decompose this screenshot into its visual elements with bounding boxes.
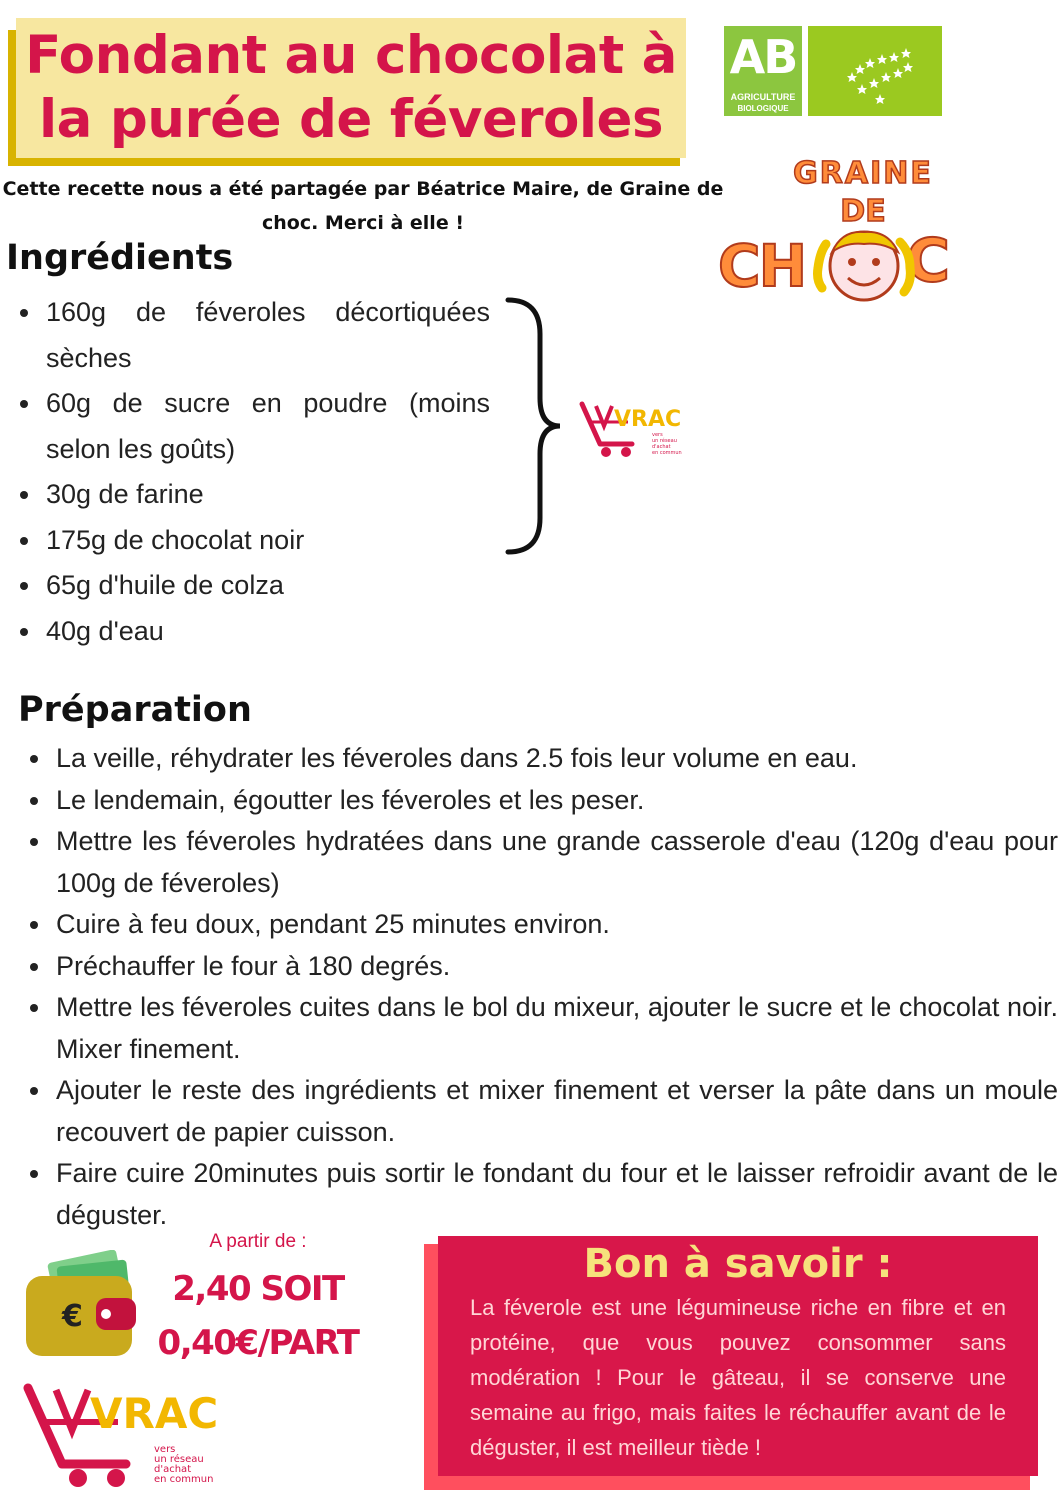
- preparation-step: Faire cuire 20minutes puis sortir le fondant du four et le laisser refroidir avant de le déguster.: [28, 1153, 1058, 1236]
- eu-organic-leaf-logo: [808, 26, 942, 116]
- ab-logo-line2: BIOLOGIQUE: [737, 104, 789, 113]
- preparation-step: Le lendemain, égoutter les féveroles et les peser.: [28, 780, 1058, 822]
- recipe-title: Fondant au chocolat à la purée de féveroles: [25, 25, 677, 150]
- ingredient-item: 175g de chocolat noir: [18, 518, 490, 564]
- girl-face-icon: [812, 222, 916, 306]
- vrac-logo-large: [22, 1378, 228, 1490]
- ingredient-item: 40g d'eau: [18, 609, 490, 655]
- ingredients-list: [18, 290, 490, 654]
- vrac-small-word: VRAC: [614, 407, 682, 432]
- ingredient-item: 30g de farine: [18, 472, 490, 518]
- preparation-step: Mettre les féveroles cuites dans le bol du mixeur, ajouter le sucre et le chocolat noir. Mixer finement.: [28, 987, 1058, 1070]
- price-label: A partir de :: [209, 1231, 307, 1252]
- preparation-step: Mettre les féveroles hydratées dans une grande casserole d'eau (120g d'eau pour 100g de féveroles): [28, 821, 1058, 904]
- ingredient-item: 65g d'huile de colza: [18, 563, 490, 609]
- ab-logo-line1: AGRICULTURE: [730, 92, 796, 102]
- ab-logo-letters: AB: [729, 30, 797, 84]
- credit-text: Cette recette nous a été partagée par Béatrice Maire, de Graine de choc. Merci à elle !: [2, 178, 724, 234]
- svg-text:d'achat: d'achat: [652, 444, 671, 450]
- svg-text:d'achat: d'achat: [154, 1464, 192, 1475]
- graine-de-choc-logo-ch: CH: [718, 232, 806, 300]
- preparation-steps: [28, 738, 1058, 1236]
- svg-text:vers: vers: [154, 1444, 176, 1455]
- info-title: Bon à savoir :: [583, 1241, 893, 1287]
- svg-text:vers: vers: [652, 432, 663, 438]
- svg-text:un réseau: un réseau: [154, 1454, 204, 1465]
- ingredient-item: 160g de féveroles décortiquées sèches: [18, 290, 490, 381]
- title-banner: [16, 18, 686, 158]
- price-line2: 0,40€/PART: [157, 1323, 359, 1363]
- graine-de-choc-logo-c: C: [906, 226, 951, 296]
- preparation-heading: Préparation: [18, 690, 252, 730]
- price-line1: 2,40 SOIT: [172, 1269, 344, 1309]
- preparation-step: La veille, réhydrater les féveroles dans 2.5 fois leur volume en eau.: [28, 738, 1058, 780]
- price-value: [150, 1262, 366, 1370]
- preparation-step: Cuire à feu doux, pendant 25 minutes environ.: [28, 904, 1058, 946]
- svg-text:en commun: en commun: [652, 450, 682, 456]
- ingredients-heading: Ingrédients: [6, 238, 234, 278]
- vrac-large-word: VRAC: [90, 1389, 219, 1438]
- vrac-logo-small: [578, 398, 690, 460]
- curly-brace-icon: [500, 294, 570, 558]
- wallet-icon: [24, 1250, 144, 1360]
- preparation-step: Préchauffer le four à 180 degrés.: [28, 946, 1058, 988]
- svg-text:en commun: en commun: [154, 1474, 214, 1485]
- preparation-step: Ajouter le reste des ingrédients et mixer finement et verser la pâte dans un moule recouvert de papier cuisson.: [28, 1070, 1058, 1153]
- ingredient-item: 60g de sucre en poudre (moins selon les goûts): [18, 381, 490, 472]
- graine-de-choc-logo-line1: GRAINE: [793, 156, 933, 191]
- info-text: La féverole est une légumineuse riche en fibre et en protéine, que vous pouvez consommer sans modération ! Pour le gâteau, il se conserve une semaine au frigo, mais faites le réchauffer avant de le déguster, il est meilleur tiède !: [470, 1295, 1006, 1460]
- svg-text:un réseau: un réseau: [652, 438, 677, 444]
- euro-symbol: €: [62, 1299, 83, 1334]
- graine-de-choc-logo-line2: DE: [840, 194, 886, 229]
